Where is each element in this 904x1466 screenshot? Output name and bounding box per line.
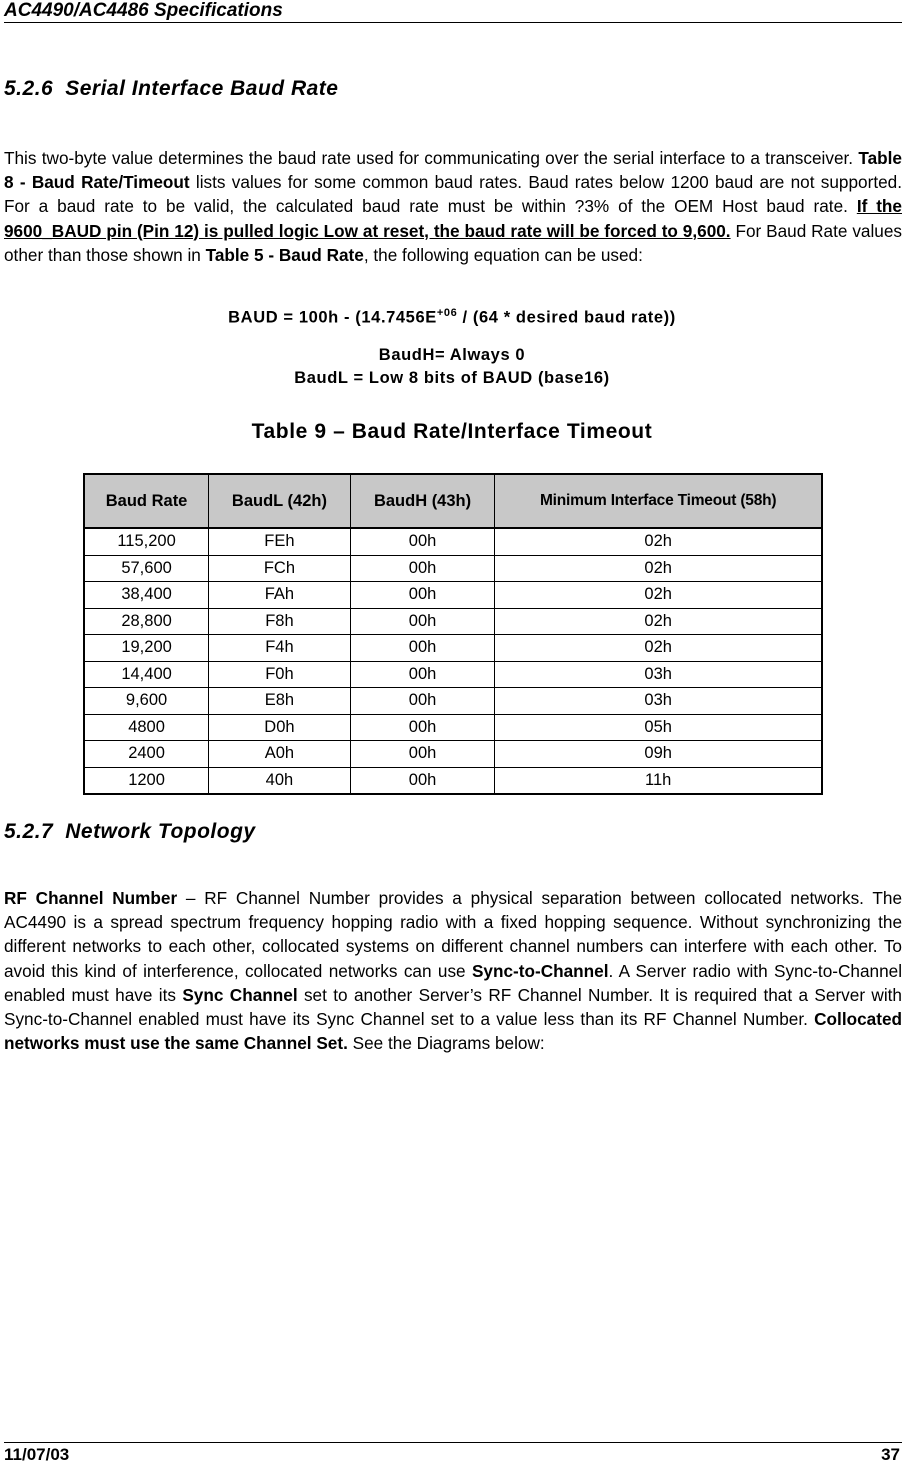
table-cell: 02h	[495, 635, 822, 662]
table-cell: 2400	[84, 741, 209, 768]
table-cell: 00h	[350, 688, 495, 715]
table-cell: F4h	[209, 635, 351, 662]
table-cell: 00h	[350, 635, 495, 662]
table-cell: 03h	[495, 661, 822, 688]
table-row	[84, 767, 822, 794]
baud-pin-note: If the 9600_BAUD pin (Pin 12) is pulled logic Low at reset, the baud rate will be forced to 9,600.	[4, 196, 902, 241]
table-cell: 00h	[350, 767, 495, 794]
section-title: Serial Interface Baud Rate	[65, 77, 339, 100]
table-header-row	[84, 474, 822, 528]
table-cell: D0h	[209, 714, 351, 741]
table-cell: 09h	[495, 741, 822, 768]
table-cell: 19,200	[84, 635, 209, 662]
table-cell: 1200	[84, 767, 209, 794]
table-cell: 38,400	[84, 582, 209, 609]
column-header: BaudL (42h)	[209, 474, 351, 528]
table-cell: F0h	[209, 661, 351, 688]
table-cell: 9,600	[84, 688, 209, 715]
equation-part: BAUD = 100h - (14.7456E	[228, 308, 437, 327]
table-cell: 00h	[350, 528, 495, 555]
table-cell: 40h	[209, 767, 351, 794]
baud-rate-paragraph	[4, 146, 902, 267]
table-cell: E8h	[209, 688, 351, 715]
table-9-title: Table 9 – Baud Rate/Interface Timeout	[251, 420, 653, 443]
text-run: . A Server radio with Sync-to-Channel enabled must have its	[4, 960, 903, 1005]
table-cell: 02h	[495, 608, 822, 635]
table-cell: 00h	[350, 661, 495, 688]
column-header: Minimum Interface Timeout (58h)	[495, 474, 822, 528]
text-run: , the following equation can be used:	[363, 244, 643, 265]
page-number: 37	[881, 1445, 900, 1464]
table-cell: 02h	[495, 555, 822, 582]
sync-channel-term: Sync Channel	[182, 984, 298, 1005]
table-cell: 115,200	[84, 528, 209, 555]
column-header: Baud Rate	[84, 474, 209, 528]
footer-date: 11/07/03	[4, 1445, 70, 1464]
equation-part: / (64 * desired baud rate))	[457, 308, 676, 327]
table-cell: 00h	[350, 582, 495, 609]
section-heading-5-2-6	[4, 77, 338, 101]
text-run: See the Diagrams below:	[347, 1033, 545, 1054]
table-row	[84, 582, 822, 609]
section-number: 5.2.6	[4, 77, 54, 100]
table-cell: 02h	[495, 528, 822, 555]
rf-channel-number-term: RF Channel Number	[4, 888, 178, 908]
table-8-reference: Table 8 - Baud Rate/Timeout	[4, 148, 902, 193]
table-cell: FCh	[209, 555, 351, 582]
table-cell: 00h	[350, 714, 495, 741]
table-cell: 11h	[495, 767, 822, 794]
table-cell: 4800	[84, 714, 209, 741]
table-cell: 14,400	[84, 661, 209, 688]
table-cell: F8h	[209, 608, 351, 635]
section-title: Network Topology	[65, 820, 256, 843]
table-row	[84, 688, 822, 715]
baudh-equation: BaudH= Always 0	[378, 346, 526, 364]
text-run: This two-byte value determines the baud rate used for communicating over the serial interface to a transceiver.	[4, 148, 859, 168]
header-divider	[4, 22, 902, 23]
table-cell: 00h	[350, 608, 495, 635]
network-topology-paragraph	[4, 886, 902, 1055]
table-row	[84, 714, 822, 741]
table-cell: 00h	[350, 741, 495, 768]
equation-exponent: +06	[436, 307, 458, 319]
column-header: BaudH (43h)	[350, 474, 495, 528]
table-cell: 05h	[495, 714, 822, 741]
document-header-title: AC4490/AC4486 Specifications	[4, 0, 283, 21]
table-cell: 57,600	[84, 555, 209, 582]
table-cell: A0h	[209, 741, 351, 768]
table-cell: 03h	[495, 688, 822, 715]
table-row	[84, 528, 822, 555]
table-cell: 00h	[350, 555, 495, 582]
text-run: set to another Server’s RF Channel Number. It is required that a Server with Sync-to-Channel enabled must have its Sync Channel set to a value less than its RF Channel Number.	[4, 984, 902, 1030]
table-row	[84, 555, 822, 582]
text-run: – RF Channel Number provides a physical separation between collocated networks. The AC4490 is a spread spectrum frequency hopping radio with a fixed hopping sequence. Without synchronizing the different networks to each other, collocated systems on different channel numbers can interfere with each other. To avoid this kind of interference, collocated networks can use	[4, 888, 903, 981]
table-5-reference: Table 5 - Baud Rate	[205, 244, 364, 265]
table-row	[84, 635, 822, 662]
text-run: For Baud Rate values other than those shown in	[4, 220, 902, 265]
channel-set-note: Collocated networks must use the same Channel Set.	[4, 1009, 902, 1054]
section-number: 5.2.7	[4, 820, 54, 843]
table-row	[84, 608, 822, 635]
sync-to-channel-term: Sync-to-Channel	[471, 960, 609, 981]
baudl-equation: BaudL = Low 8 bits of BAUD (base16)	[294, 369, 610, 387]
baud-rate-table	[83, 473, 823, 795]
table-cell: FAh	[209, 582, 351, 609]
table-cell: FEh	[209, 528, 351, 555]
table-row	[84, 741, 822, 768]
table-cell: 02h	[495, 582, 822, 609]
table-row	[84, 661, 822, 688]
footer-divider	[4, 1442, 902, 1443]
table-cell: 28,800	[84, 608, 209, 635]
text-run: lists values for some common baud rates. Baud rates below 1200 baud are not supported. For a baud rate to be valid, the calculated baud rate must be within ?3% of the OEM Host baud rate.	[4, 172, 902, 217]
baud-equation	[0, 307, 904, 328]
section-heading-5-2-7	[4, 820, 256, 844]
